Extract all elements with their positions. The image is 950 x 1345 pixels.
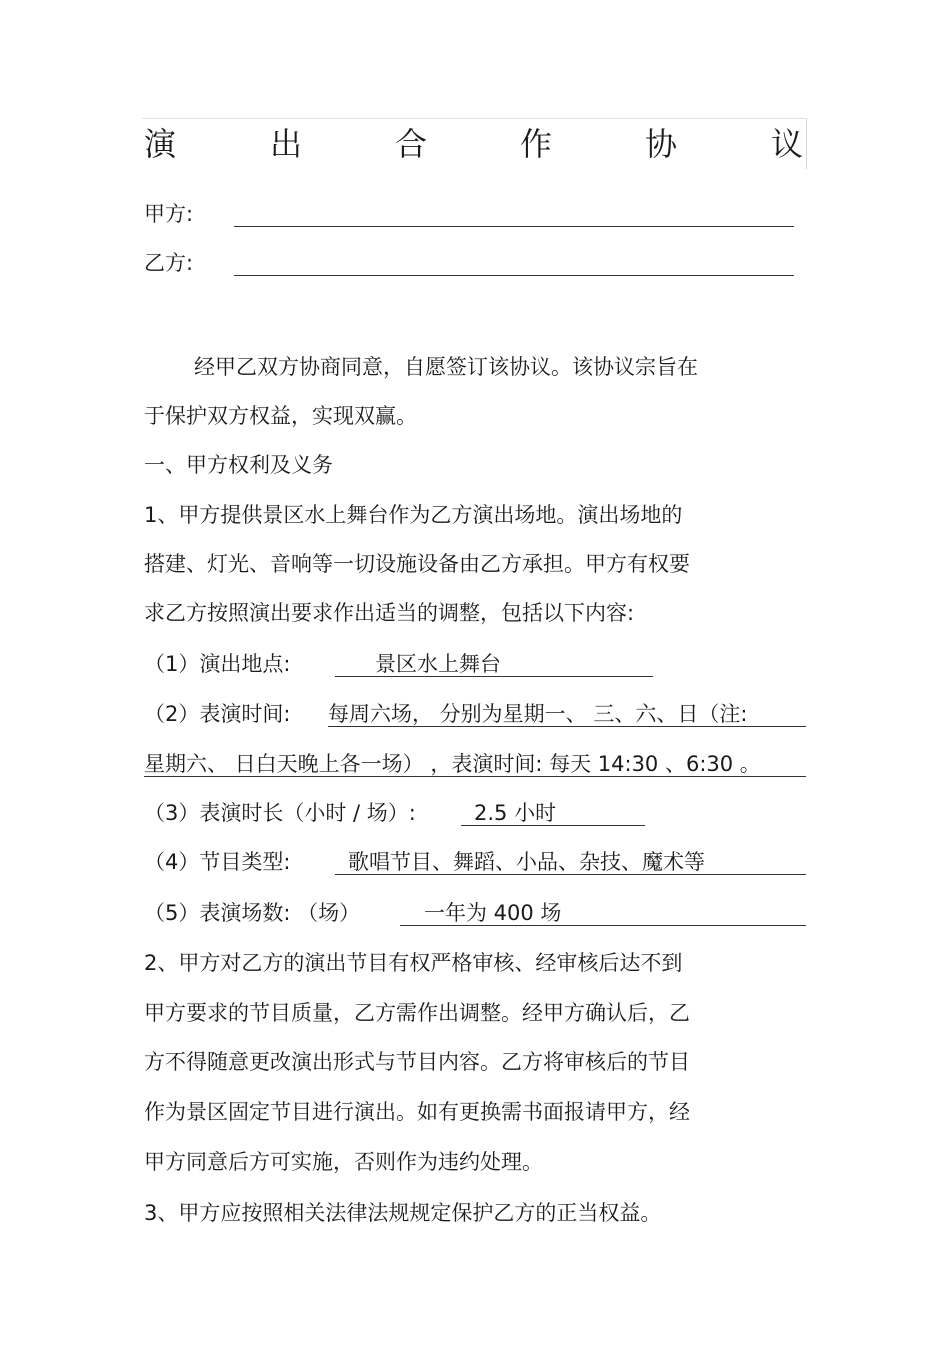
sub-item-value: 每周六场， 分别为星期一、 三、六、日（注: <box>328 702 748 726</box>
party-b-label: 乙方: <box>144 251 194 275</box>
sub-item-label: （5）表演场数: （场） <box>144 901 361 925</box>
sub-item-label: （2）表演时间: <box>144 702 291 726</box>
fill-in-underline <box>335 874 806 875</box>
party-b-blank <box>234 275 794 276</box>
sub-item-label: （4）节目类型: <box>144 850 291 874</box>
sub-item-value: 歌唱节目、舞蹈、小品、杂技、魔术等 <box>348 850 705 874</box>
title-frame <box>142 118 807 169</box>
sub-item-value: 一年为 400 场 <box>424 901 562 925</box>
clause-line: 作为景区固定节目进行演出。如有更换需书面报请甲方，经 <box>144 1100 690 1124</box>
clause-line: 求乙方按照演出要求作出适当的调整，包括以下内容: <box>144 601 635 625</box>
title-char: 作 <box>520 125 553 163</box>
fill-in-underline <box>335 676 653 677</box>
section-heading: 一、甲方权利及义务 <box>144 453 333 477</box>
fill-in-underline <box>461 825 645 826</box>
intro-line: 经甲乙双方协商同意，自愿签订该协议。该协议宗旨在 <box>194 355 698 379</box>
sub-item-label: （3）表演时长（小时 / 场）: <box>144 801 416 825</box>
party-a-label: 甲方: <box>144 202 194 226</box>
clause-line: 甲方同意后方可实施，否则作为违约处理。 <box>144 1150 543 1174</box>
sub-item-value: 景区水上舞台 <box>375 652 501 676</box>
intro-line: 于保护双方权益，实现双赢。 <box>144 404 417 428</box>
sub-item-label: （1）演出地点: <box>144 652 291 676</box>
fill-in-underline <box>328 726 806 727</box>
clause-line: 搭建、灯光、音响等一切设施设备由乙方承担。甲方有权要 <box>144 552 690 576</box>
title-char: 议 <box>771 125 804 163</box>
clause-line: 2、甲方对乙方的演出节目有权严格审核、经审核后达不到 <box>144 951 683 975</box>
title-char: 演 <box>144 125 177 163</box>
clause-line: 1、甲方提供景区水上舞台作为乙方演出场地。演出场地的 <box>144 503 683 527</box>
clause-line: 3、甲方应按照相关法律法规规定保护乙方的正当权益。 <box>144 1201 662 1225</box>
fill-in-underline <box>400 925 806 926</box>
clause-line: 方不得随意更改演出形式与节目内容。乙方将审核后的节目 <box>144 1050 690 1074</box>
clause-line: 甲方要求的节目质量，乙方需作出调整。经甲方确认后，乙 <box>144 1001 690 1025</box>
sub-item-value: 星期六、 日白天晚上各一场） ，表演时间: 每天 14:30 、6:30 。 <box>144 752 761 776</box>
party-a-blank <box>234 226 794 227</box>
title-char: 出 <box>270 125 303 163</box>
sub-item-value: 2.5 小时 <box>474 801 557 825</box>
title-char: 合 <box>395 125 428 163</box>
fill-in-underline <box>144 776 806 777</box>
title-char: 协 <box>645 125 678 163</box>
